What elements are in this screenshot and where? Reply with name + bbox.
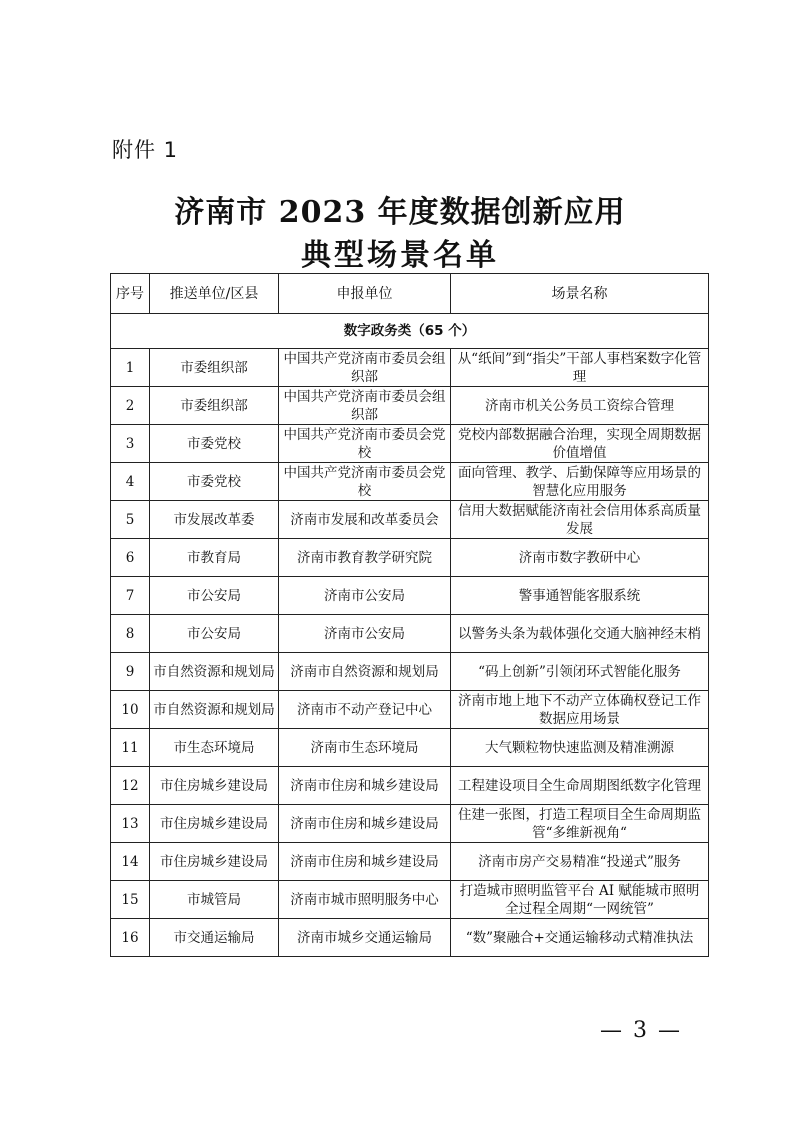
category-row bbox=[111, 314, 709, 349]
row-scene: “码上创新”引领闭环式智能化服务 bbox=[451, 653, 709, 691]
header-no: 序号 bbox=[111, 274, 150, 314]
row-unit: 济南市自然资源和规划局 bbox=[279, 653, 451, 691]
row-scene: 住建一张图，打造工程项目全生命周期监管“多维新视角“ bbox=[451, 805, 709, 843]
row-scene: 信用大数据赋能济南社会信用体系高质量发展 bbox=[451, 501, 709, 539]
table-row bbox=[111, 425, 709, 463]
row-dept: 市委党校 bbox=[150, 425, 279, 463]
row-scene: 济南市机关公务员工资综合管理 bbox=[451, 387, 709, 425]
scenario-table bbox=[110, 273, 709, 957]
row-dept: 市住房城乡建设局 bbox=[150, 767, 279, 805]
row-number: 10 bbox=[111, 691, 150, 729]
row-dept: 市自然资源和规划局 bbox=[150, 653, 279, 691]
row-number: 1 bbox=[111, 349, 150, 387]
row-scene: 面向管理、教学、后勤保障等应用场景的智慧化应用服务 bbox=[451, 463, 709, 501]
row-dept: 市交通运输局 bbox=[150, 919, 279, 957]
row-unit: 济南市住房和城乡建设局 bbox=[279, 767, 451, 805]
table-row bbox=[111, 615, 709, 653]
row-unit: 中国共产党济南市委员会组织部 bbox=[279, 387, 451, 425]
row-scene: 以警务头条为载体强化交通大脑神经末梢 bbox=[451, 615, 709, 653]
row-number: 14 bbox=[111, 843, 150, 881]
row-number: 15 bbox=[111, 881, 150, 919]
row-scene: 济南市数字教研中心 bbox=[451, 539, 709, 577]
row-scene: 警事通智能客服系统 bbox=[451, 577, 709, 615]
row-unit: 中国共产党济南市委员会组织部 bbox=[279, 349, 451, 387]
row-unit: 济南市住房和城乡建设局 bbox=[279, 805, 451, 843]
row-dept: 市自然资源和规划局 bbox=[150, 691, 279, 729]
row-unit: 济南市公安局 bbox=[279, 577, 451, 615]
row-unit: 中国共产党济南市委员会党校 bbox=[279, 425, 451, 463]
row-scene: 打造城市照明监管平台 AI 赋能城市照明全过程全周期“一网统管” bbox=[451, 881, 709, 919]
table-row bbox=[111, 539, 709, 577]
table-header-row bbox=[111, 274, 709, 314]
row-number: 13 bbox=[111, 805, 150, 843]
row-number: 4 bbox=[111, 463, 150, 501]
row-unit: 中国共产党济南市委员会党校 bbox=[279, 463, 451, 501]
header-dept: 推送单位/区县 bbox=[150, 274, 279, 314]
row-number: 7 bbox=[111, 577, 150, 615]
row-number: 16 bbox=[111, 919, 150, 957]
row-dept: 市委组织部 bbox=[150, 387, 279, 425]
row-scene: 工程建设项目全生命周期图纸数字化管理 bbox=[451, 767, 709, 805]
row-unit: 济南市城乡交通运输局 bbox=[279, 919, 451, 957]
row-unit: 济南市不动产登记中心 bbox=[279, 691, 451, 729]
row-number: 2 bbox=[111, 387, 150, 425]
document-title-line-2: 典型场景名单 bbox=[301, 238, 499, 273]
row-dept: 市委组织部 bbox=[150, 349, 279, 387]
row-dept: 市教育局 bbox=[150, 539, 279, 577]
table-row bbox=[111, 843, 709, 881]
row-scene: 济南市房产交易精准“投递式”服务 bbox=[451, 843, 709, 881]
row-number: 6 bbox=[111, 539, 150, 577]
row-unit: 济南市城市照明服务中心 bbox=[279, 881, 451, 919]
table-row bbox=[111, 653, 709, 691]
table-row bbox=[111, 577, 709, 615]
row-scene: “数”聚融合+交通运输移动式精准执法 bbox=[451, 919, 709, 957]
row-dept: 市住房城乡建设局 bbox=[150, 805, 279, 843]
row-number: 8 bbox=[111, 615, 150, 653]
row-dept: 市发展改革委 bbox=[150, 501, 279, 539]
table-row bbox=[111, 691, 709, 729]
row-scene: 济南市地上地下不动产立体确权登记工作数据应用场景 bbox=[451, 691, 709, 729]
table-row bbox=[111, 729, 709, 767]
table-row bbox=[111, 767, 709, 805]
row-dept: 市委党校 bbox=[150, 463, 279, 501]
row-number: 9 bbox=[111, 653, 150, 691]
row-dept: 市城管局 bbox=[150, 881, 279, 919]
row-dept: 市住房城乡建设局 bbox=[150, 843, 279, 881]
row-number: 12 bbox=[111, 767, 150, 805]
attachment-label: 附件 1 bbox=[112, 138, 179, 162]
row-unit: 济南市住房和城乡建设局 bbox=[279, 843, 451, 881]
row-scene: 大气颗粒物快速监测及精准溯源 bbox=[451, 729, 709, 767]
category-label: 数字政务类（65 个） bbox=[111, 314, 709, 349]
header-unit: 申报单位 bbox=[279, 274, 451, 314]
table-row bbox=[111, 881, 709, 919]
row-dept: 市生态环境局 bbox=[150, 729, 279, 767]
row-unit: 济南市生态环境局 bbox=[279, 729, 451, 767]
row-number: 3 bbox=[111, 425, 150, 463]
page-number: — 3 — bbox=[600, 1018, 682, 1043]
header-scene: 场景名称 bbox=[451, 274, 709, 314]
document-title-line-1: 济南市 2023 年度数据创新应用 bbox=[174, 195, 626, 230]
row-unit: 济南市教育教学研究院 bbox=[279, 539, 451, 577]
table-row bbox=[111, 805, 709, 843]
row-dept: 市公安局 bbox=[150, 615, 279, 653]
row-number: 5 bbox=[111, 501, 150, 539]
row-scene: 从“纸间”到“指尖”干部人事档案数字化管理 bbox=[451, 349, 709, 387]
row-unit: 济南市发展和改革委员会 bbox=[279, 501, 451, 539]
row-scene: 党校内部数据融合治理，实现全周期数据价值增值 bbox=[451, 425, 709, 463]
table-row bbox=[111, 349, 709, 387]
table-row bbox=[111, 919, 709, 957]
row-number: 11 bbox=[111, 729, 150, 767]
row-dept: 市公安局 bbox=[150, 577, 279, 615]
row-unit: 济南市公安局 bbox=[279, 615, 451, 653]
table-row bbox=[111, 501, 709, 539]
table-row bbox=[111, 463, 709, 501]
table-row bbox=[111, 387, 709, 425]
